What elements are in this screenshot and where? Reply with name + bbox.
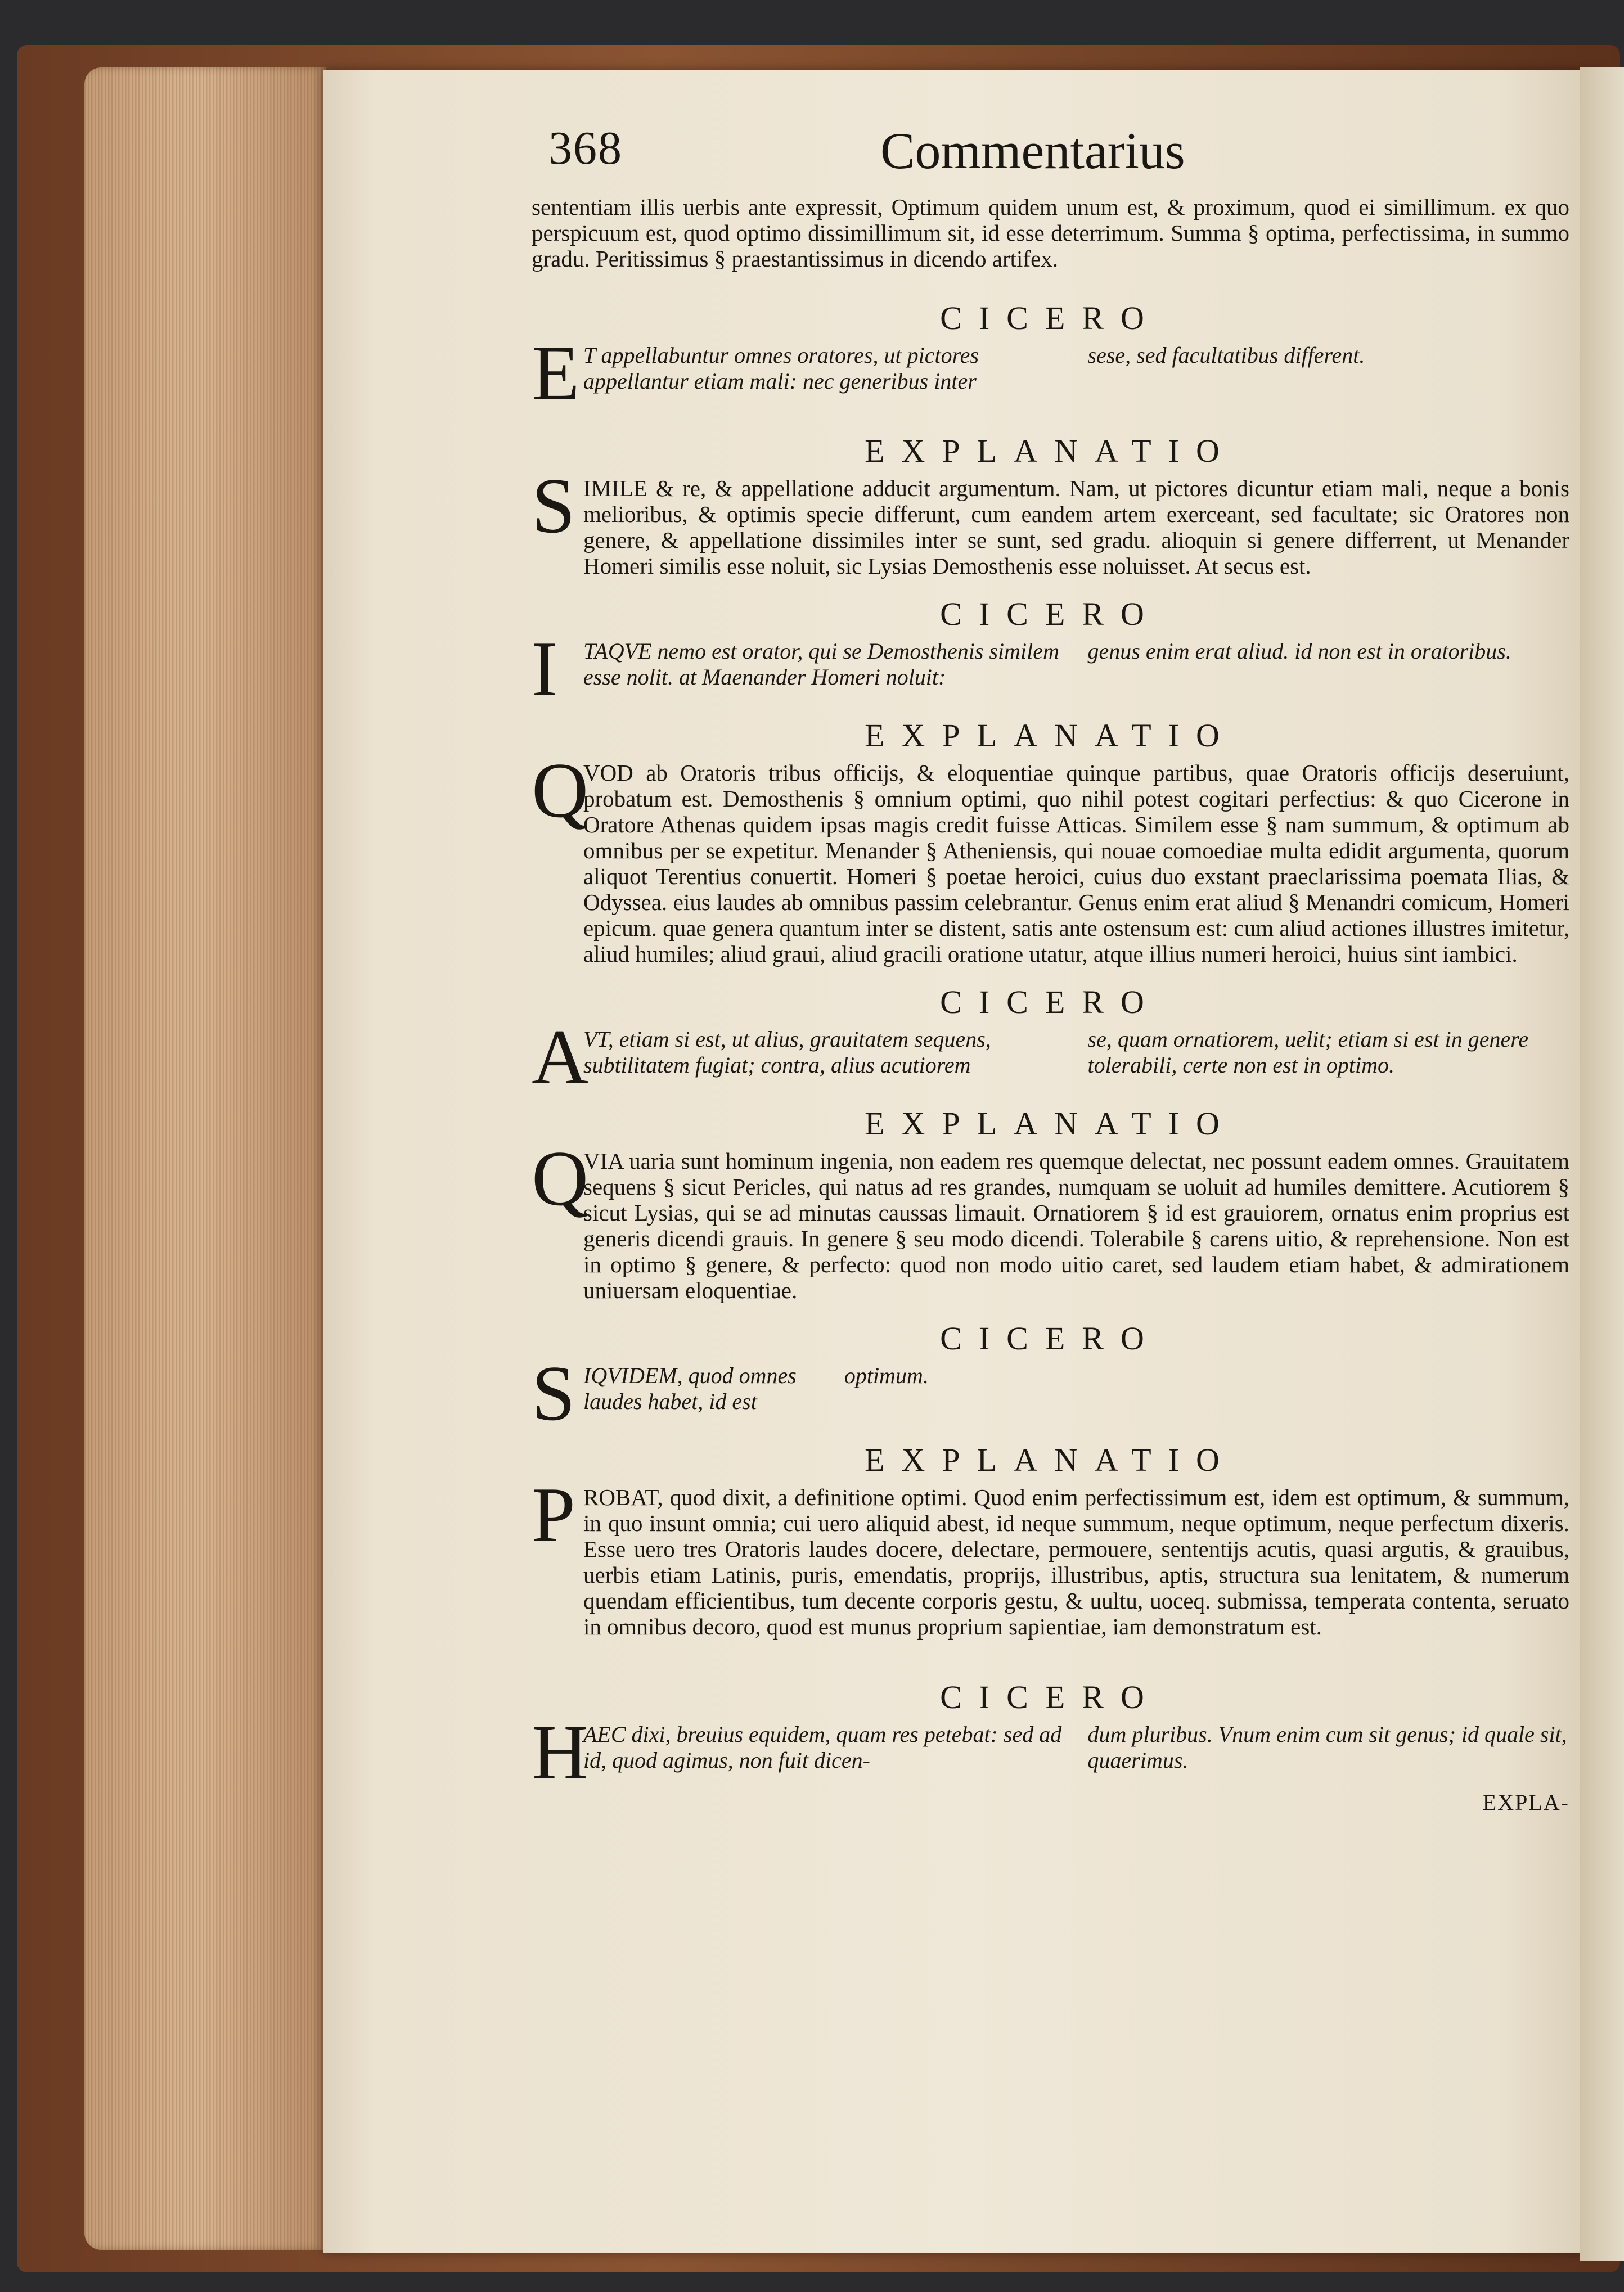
cicero-passage [532, 330, 1569, 417]
passage-column-left: T appellabuntur omnes oratores, ut pictores appellantur etiam mali: nec generibus inter [583, 343, 979, 394]
explanatio-text: IMILE & re, & appellatione adducit argumentum. Nam, ut pictores dicuntur etiam mali, neque a bonis melioribus, & optimis specie differunt, cum eandem artem exerceant, sed facultate; sic Oratores non genere, & appellatione dissimiles inter se sunt, sed gradu. alioquin si genere differrent, ut Menander Homeri similis esse noluit, sic Lysias Demosthenis esse noluisset. At secus est. [583, 475, 1569, 579]
drop-capital: Q [532, 1135, 589, 1222]
running-head [532, 121, 1569, 194]
explanatio-text: ROBAT, quod dixit, a definitione optimi. Quod enim perfectissimum est, idem est optimum, & summum, in quo insunt omnia; cui uero aliquid abest, id neque summum, neque optimum, neque perfectum dixeris. Esse uero tres Oratoris laudes docere, delectare, permouere, sententijs acutis, quasi argutis, & grauibus, uerbis etiam Latinis, puris, emendatis, proprijs, illustribus, aptis, structura sua lenitatem, & numerum quendam efficientibus, tum decente corporis gestu, & uultu, uoceq. submissa, temperata contenta, seruato in omnibus decoro, quod est munus proprium sapientiae, iam demonstratum est. [583, 1484, 1569, 1640]
section-heading: EXPLANATIO [865, 433, 1236, 469]
page-block-edge [84, 67, 326, 2250]
section-heading: CICERO [940, 300, 1161, 336]
passage-column-right: dum pluribus. Vnum enim cum sit genus; id quale sit, quaerimus. [1087, 1722, 1567, 1773]
drop-capital: E [532, 330, 580, 417]
drop-capital: Q [532, 747, 589, 834]
drop-capital: H [532, 1709, 589, 1796]
passage-column-right: optimum. [844, 1363, 929, 1388]
explanatio-paragraph [532, 1471, 1569, 1640]
drop-capital: P [532, 1471, 575, 1559]
drop-capital: I [532, 625, 558, 713]
section-heading: CICERO [940, 1679, 1161, 1715]
facing-page-edge [1580, 67, 1624, 2261]
section-heading: EXPLANATIO [865, 1442, 1236, 1478]
passage-column-right: genus enim erat aliud. id non est in oratoribus. [1087, 638, 1511, 664]
passage-column-right: sese, sed facultatibus different. [1087, 343, 1365, 368]
intro-paragraph: sententiam illis uerbis ante expressit, Optimum quidem unum est, & proximum, quod ei simillimum. ex quo perspicuum est, quod optimo dissimillimum sit, id esse deterrimum. Summa § optima, perfectissima, in summo gradu. Peritissimus § praestantissimus in dicendo artifex. [532, 194, 1569, 272]
passage-column-left: AEC dixi, breuius equidem, quam res petebat: sed ad id, quod agimus, non fuit dicen- [583, 1722, 1062, 1773]
drop-capital: A [532, 1014, 589, 1101]
page-number: 368 [548, 122, 623, 174]
passage-column-left: VT, etiam si est, ut alius, grauitatem sequens, subtilitatem fugiat; contra, alius acutiorem [583, 1026, 991, 1078]
page-text-area [532, 121, 1569, 1816]
explanatio-paragraph [532, 747, 1569, 967]
drop-capital: S [532, 1350, 575, 1437]
passage-column-right: se, quam ornatiorem, uelit; etiam si est in genere tolerabili, certe non est in optimo. [1087, 1026, 1529, 1078]
cicero-passage [532, 625, 1569, 713]
explanatio-paragraph [532, 462, 1569, 579]
section-heading: EXPLANATIO [865, 717, 1236, 754]
drop-capital: S [532, 462, 575, 550]
section-heading: CICERO [940, 1320, 1161, 1357]
cicero-passage [532, 1709, 1569, 1796]
section-heading: CICERO [940, 596, 1161, 632]
passage-column-left: TAQVE nemo est orator, qui se Demosthenis similem esse nolit. at Maenander Homeri noluit: [583, 638, 1059, 690]
running-title: Commentarius [880, 122, 1185, 179]
explanatio-paragraph [532, 1135, 1569, 1303]
cicero-passage [532, 1350, 1569, 1437]
section-heading: EXPLANATIO [865, 1105, 1236, 1142]
section-heading: CICERO [940, 984, 1161, 1020]
catchword: EXPLA- [1482, 1790, 1569, 1815]
explanatio-text: VIA uaria sunt hominum ingenia, non eadem res quemque delectat, nec possunt eadem omnes. Grauitatem sequens § sicut Pericles, qui natus ad res grandes, numquam se uoluit ad humiles demittere. Acutiorem § sicut Lysias, qui se ad minutas caussas limauit. Ornatiorem § id est grauiorem, ornatus enim proprius est generis dicendi grauis. In genere § seu modo dicendi. Tolerabile § carens uitio, & reprehensione. Non est in optimo § genere, & perfecto: quod non modo uitio caret, sed laudem etiam habet, & admirationem uniuersam eloquentiae. [583, 1148, 1569, 1303]
cicero-passage [532, 1014, 1569, 1101]
explanatio-text: VOD ab Oratoris tribus officijs, & eloquentiae quinque partibus, quae Oratoris officijs deseruiunt, probatum est. Demosthenis § omnium optimi, quo nihil potest cogitari perfectius: & quo Cicerone in Oratore Athenas quidem ipsas magis credit fuisse Atticas. Similem esse § nam summum, & optimum ab omnibus per se expetitur. Menander § Atheniensis, qui nouae comoediae multa edidit argumenta, quorum aliquot Terentius conuertit. Homeri § poetae heroici, cuius duo exstant praeclarissima poemata Ilias, & Odyssea. eius laudes ab omnibus passim celebrantur. Genus enim erat aliud § Menandri comicum, Homeri epicum. quae genera quantum inter se distent, satis ante ostensum est: cum aliud actiones illustres imitetur, aliud humiles; aliud graui, aliud gracili oratione utatur, atque illius numeri heroici, huius sint iambici. [583, 760, 1569, 967]
passage-column-left: IQVIDEM, quod omnes laudes habet, id est [583, 1363, 797, 1414]
